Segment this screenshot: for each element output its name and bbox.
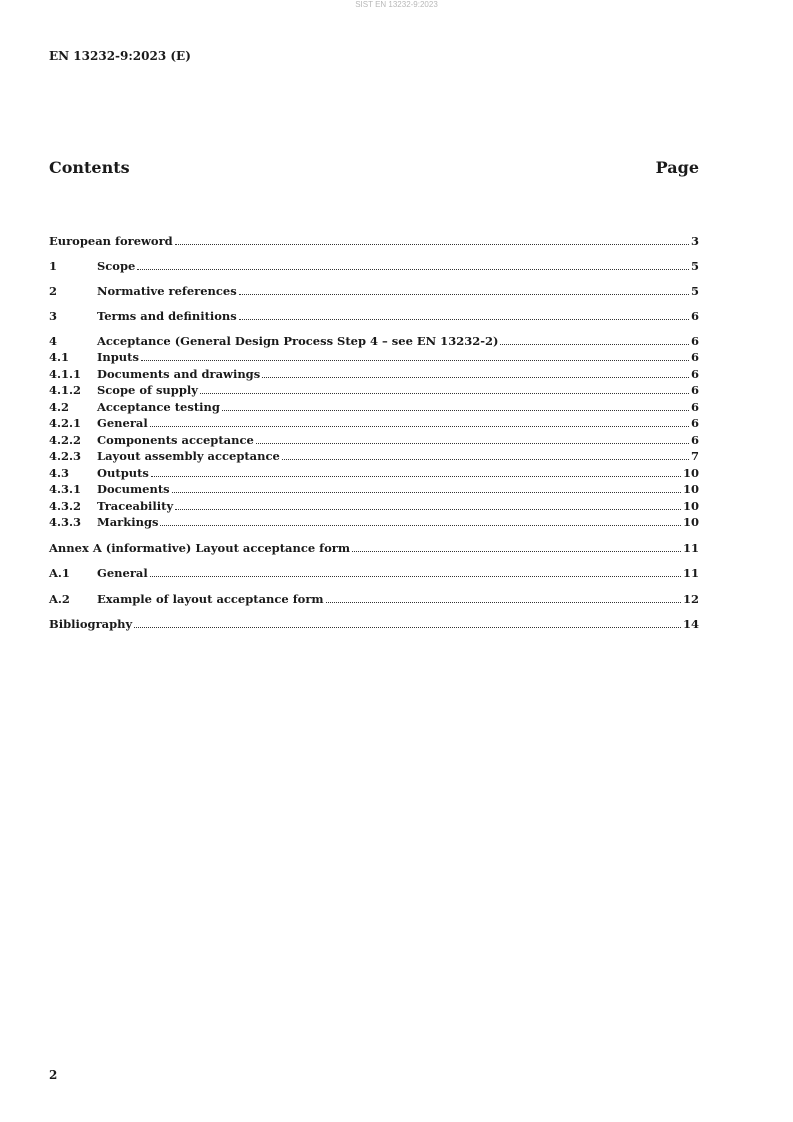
- toc-entry-number: 4.2.1: [49, 416, 82, 430]
- toc-entry-number: 4.1.2: [49, 383, 82, 397]
- toc-entry-page: 5: [690, 259, 699, 273]
- toc-entry[interactable]: [49, 431, 699, 447]
- toc-entry-title: Markings: [97, 515, 159, 529]
- toc-entry-title: Normative references: [97, 284, 237, 298]
- toc-entry-number: 4.3: [49, 466, 70, 480]
- toc-leader: [134, 627, 681, 628]
- toc-entry-title: Documents and drawings: [97, 367, 261, 381]
- toc-entry-page: 10: [682, 499, 699, 513]
- toc-entry[interactable]: [49, 513, 699, 529]
- toc-entry-title: Layout assembly acceptance: [97, 449, 280, 463]
- toc-entry-number: 2: [49, 284, 58, 298]
- toc-entry[interactable]: [49, 307, 699, 323]
- toc-entry-title: Traceability: [97, 499, 174, 513]
- toc-leader: [150, 426, 689, 427]
- toc-entry[interactable]: [49, 480, 699, 496]
- toc-entry-page: 5: [690, 284, 699, 298]
- toc-entry[interactable]: [49, 398, 699, 414]
- page-heading: Page: [655, 158, 699, 177]
- toc-entry[interactable]: [49, 414, 699, 430]
- toc-leader: [262, 377, 689, 378]
- toc-entry-title: Scope of supply: [97, 383, 198, 397]
- toc-leader: [172, 492, 681, 493]
- toc-entry[interactable]: [49, 381, 699, 397]
- toc-entry-title: General: [97, 416, 148, 430]
- toc-entry-title: Scope: [97, 259, 136, 273]
- toc-entry[interactable]: [49, 282, 699, 298]
- toc-leader: [326, 602, 681, 603]
- toc-leader: [200, 393, 689, 394]
- toc-entry[interactable]: [49, 365, 699, 381]
- toc-entry-page: 3: [690, 234, 699, 248]
- toc-entry-title: Acceptance (General Design Process Step 4 – see EN 13232-2): [97, 334, 499, 348]
- toc-entry[interactable]: [49, 539, 699, 555]
- toc-entry-title: Inputs: [97, 350, 139, 364]
- toc-entry-page: 6: [690, 309, 699, 323]
- toc-entry-page: 6: [690, 334, 699, 348]
- toc-leader: [222, 410, 689, 411]
- toc-entry-title: Documents: [97, 482, 170, 496]
- toc-leader: [239, 319, 689, 320]
- toc-leader: [175, 509, 681, 510]
- toc-leader: [256, 443, 689, 444]
- toc-entry-page: 6: [690, 416, 699, 430]
- toc-leader: [282, 459, 689, 460]
- toc-leader: [137, 269, 689, 270]
- toc-entry-number: 4.3.1: [49, 482, 82, 496]
- toc-entry-page: 6: [690, 400, 699, 414]
- toc-entry[interactable]: [49, 232, 699, 248]
- toc-entry-page: 7: [690, 449, 699, 463]
- toc-entry-number: 4.3.2: [49, 499, 82, 513]
- toc-leader: [500, 344, 689, 345]
- toc-entry-page: 10: [682, 466, 699, 480]
- toc-entry[interactable]: [49, 564, 699, 580]
- toc-entry-page: 6: [690, 383, 699, 397]
- toc-entry-title: Annex A (informative) Layout acceptance form: [49, 541, 351, 555]
- toc-entry-number: 1: [49, 259, 58, 273]
- toc-entry[interactable]: [49, 332, 699, 348]
- toc-entry-page: 6: [690, 367, 699, 381]
- document-id: EN 13232-9:2023 (E): [49, 49, 191, 63]
- toc-leader: [175, 244, 689, 245]
- toc-entry-page: 6: [690, 350, 699, 364]
- toc-entry-page: 11: [682, 566, 699, 580]
- toc-leader: [141, 360, 689, 361]
- toc-entry-page: 12: [682, 592, 699, 606]
- toc-leader: [160, 525, 681, 526]
- toc-heading: [49, 158, 699, 177]
- toc-entry-title: Bibliography: [49, 617, 133, 631]
- toc-entry-number: 4.1: [49, 350, 70, 364]
- toc-entry-number: 4.1.1: [49, 367, 82, 381]
- toc-entry-page: 10: [682, 482, 699, 496]
- toc-entry[interactable]: [49, 497, 699, 513]
- toc-entry-number: 4.3.3: [49, 515, 82, 529]
- toc-entry[interactable]: [49, 464, 699, 480]
- toc-entry-number: 4.2.2: [49, 433, 82, 447]
- toc-entry-title: Acceptance testing: [97, 400, 220, 414]
- toc-entry-title: Components acceptance: [97, 433, 254, 447]
- toc-entry-number: 3: [49, 309, 58, 323]
- watermark: SIST EN 13232-9:2023: [355, 0, 438, 9]
- toc-entry[interactable]: [49, 590, 699, 606]
- toc-entry-page: 6: [690, 433, 699, 447]
- toc-entry[interactable]: [49, 615, 699, 631]
- toc-leader: [150, 576, 681, 577]
- toc-leader: [151, 476, 681, 477]
- toc-entry-number: 4.2: [49, 400, 70, 414]
- toc-entry-number: A.2: [49, 592, 70, 606]
- toc-entry-page: 14: [682, 617, 699, 631]
- toc-entry-title: European foreword: [49, 234, 173, 248]
- toc-entry-number: 4: [49, 334, 58, 348]
- toc-entry[interactable]: [49, 447, 699, 463]
- toc-entry-number: 4.2.3: [49, 449, 82, 463]
- toc-entry-title: Example of layout acceptance form: [97, 592, 324, 606]
- toc-leader: [352, 551, 681, 552]
- toc-entry-number: A.1: [49, 566, 70, 580]
- toc-leader: [239, 294, 689, 295]
- toc-entry-title: General: [97, 566, 148, 580]
- toc-entry-page: 11: [682, 541, 699, 555]
- toc-entry[interactable]: [49, 257, 699, 273]
- contents-heading: Contents: [49, 158, 130, 177]
- toc-entry-title: Outputs: [97, 466, 149, 480]
- toc-entry-page: 10: [682, 515, 699, 529]
- toc-entry-title: Terms and definitions: [97, 309, 237, 323]
- toc-entry[interactable]: [49, 348, 699, 364]
- page-number: 2: [49, 1068, 58, 1082]
